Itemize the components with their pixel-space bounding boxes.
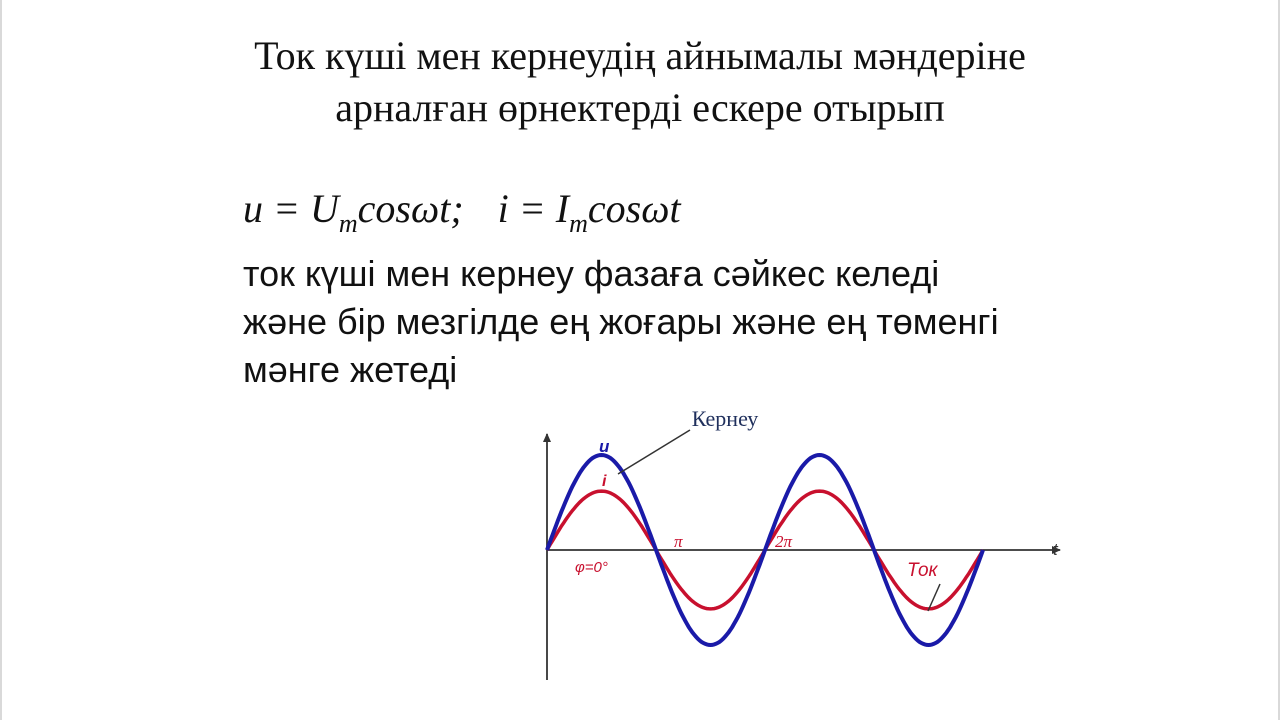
voltage-formula (243, 186, 464, 238)
body-line-2: және бір мезгілде ең жоғары және ең төменгі (243, 301, 999, 342)
tick-pi-label: π (674, 532, 683, 551)
current-symbol-label: i (602, 473, 607, 490)
tick-2pi-label: 2π (775, 532, 793, 551)
voltage-formula-subscript: m (338, 209, 358, 238)
waveform-diagram (520, 400, 1080, 690)
voltage-formula-lhs: u = U (243, 186, 339, 231)
slide-frame-left (0, 0, 2, 720)
current-formula-subscript: m (569, 209, 588, 238)
body-text (243, 250, 1143, 394)
phase-label: φ=0° (575, 559, 608, 576)
voltage-callout-label: Кернеу (691, 406, 759, 431)
formula (243, 185, 681, 238)
voltage-callout-line (618, 430, 690, 474)
body-line-3: мәнге жетеді (243, 349, 458, 390)
current-formula-rhs: cosωt (587, 186, 681, 231)
current-formula-lhs: i = I (497, 186, 570, 231)
voltage-formula-rhs: cosωt; (357, 186, 464, 231)
title-line-2: арналған өрнектерді ескере отырып (335, 85, 945, 130)
voltage-symbol-label: u (599, 437, 610, 456)
title-line-1: Ток күші мен кернеудің айнымалы мәндеріне (254, 33, 1026, 78)
body-line-1: ток күші мен кернеу фазаға сәйкес келеді (243, 253, 940, 294)
current-formula (497, 186, 681, 238)
axis-t-label: t (1053, 540, 1058, 559)
slide-title (140, 30, 1140, 134)
current-callout-label: Ток (907, 560, 938, 581)
